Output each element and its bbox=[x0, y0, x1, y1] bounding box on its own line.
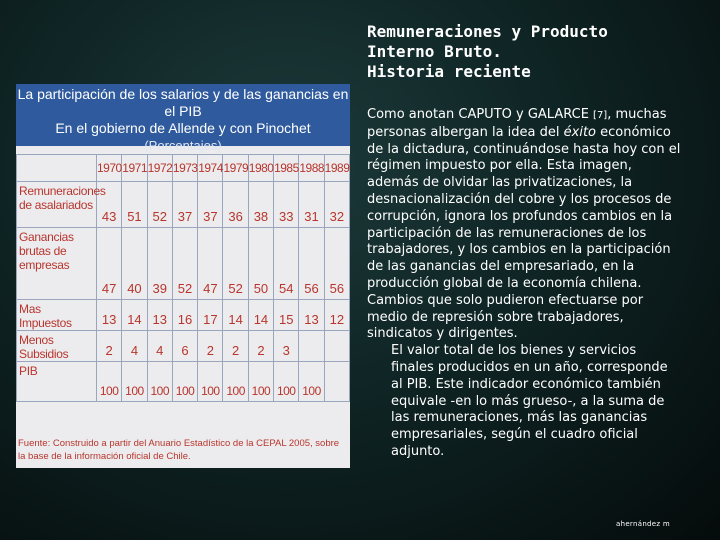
year-header: 1974 bbox=[198, 155, 223, 182]
table-cell: 2 bbox=[198, 331, 223, 362]
participation-table bbox=[16, 154, 350, 402]
table-title-line3: (Porcentajes) bbox=[144, 138, 222, 153]
table-cell: 2 bbox=[223, 331, 248, 362]
table-cell: 38 bbox=[248, 182, 273, 228]
author-signature: ahernández m bbox=[616, 520, 671, 528]
table-cell: 100 bbox=[172, 362, 197, 402]
table-cell: 100 bbox=[223, 362, 248, 402]
table-cell: 32 bbox=[324, 182, 349, 228]
table-cell: 52 bbox=[223, 228, 248, 300]
table-cell: 50 bbox=[248, 228, 273, 300]
paragraph-1-part-a: Como anotan CAPUTO y GALARCE bbox=[367, 107, 594, 122]
table-cell: 100 bbox=[198, 362, 223, 402]
table-row bbox=[17, 182, 350, 228]
table-cell: 4 bbox=[147, 331, 172, 362]
table-cell: 56 bbox=[324, 228, 349, 300]
table-cell: 54 bbox=[274, 228, 299, 300]
row-label: PIB bbox=[17, 362, 97, 402]
table-cell: 2 bbox=[248, 331, 273, 362]
table-cell: 100 bbox=[122, 362, 147, 402]
row-label: Ganancias brutas de empresas bbox=[17, 228, 97, 300]
table-cell: 100 bbox=[274, 362, 299, 402]
paragraph-2: El valor total de los bienes y servicios finales producidos en un año, corresponde al PIB. Este indicador económico también equivale -en lo más grueso-, a la suma de las remuneraciones, más las ganancias empresariales, según el cuadro oficial adjunto. bbox=[391, 343, 668, 459]
table-cell: 100 bbox=[248, 362, 273, 402]
slide-heading: Remuneraciones y Producto Interno Bruto. Historia reciente bbox=[367, 22, 608, 81]
table-cell: 100 bbox=[147, 362, 172, 402]
table-cell: 4 bbox=[122, 331, 147, 362]
table-cell: 52 bbox=[172, 228, 197, 300]
data-table-image bbox=[16, 84, 350, 468]
table-cell: 36 bbox=[223, 182, 248, 228]
table-cell: 16 bbox=[172, 300, 197, 331]
table-cell: 13 bbox=[299, 300, 324, 331]
table-cell: 33 bbox=[274, 182, 299, 228]
table-cell: 37 bbox=[198, 182, 223, 228]
table-cell: 6 bbox=[172, 331, 197, 362]
table-cell: 13 bbox=[97, 300, 122, 331]
table-row bbox=[17, 331, 350, 362]
table-title-line2: En el gobierno de Allende y con Pinochet bbox=[55, 120, 311, 136]
table-title-line1: La participación de los salarios y de las ganancias en el PIB bbox=[17, 86, 349, 119]
table-cell: 17 bbox=[198, 300, 223, 331]
table-cell: 15 bbox=[274, 300, 299, 331]
table-cell: 14 bbox=[223, 300, 248, 331]
paragraph-1-part-b: , muchas personas albergan la idea del bbox=[367, 107, 667, 140]
header-label-cell bbox=[17, 155, 97, 182]
table-cell: 100 bbox=[299, 362, 324, 402]
year-header: 1980 bbox=[248, 155, 273, 182]
table-cell bbox=[324, 362, 349, 402]
table-cell: 31 bbox=[299, 182, 324, 228]
table-cell: 100 bbox=[97, 362, 122, 402]
table-cell bbox=[324, 331, 349, 362]
paragraph-1-part-c: económico de la dictadura, continuándose hasta hoy con el régimen impuesto por ella. Esta imagen, además de olvidar las privatizaciones, la desnacionalización del cobre y los procesos de corrupción, ignora los profundos cambios en la participación de las remuneraciones de los trabajadores, y los cambios en la participación de las ganancias del empresariado, en la producción global de la economía chilena. Cambios que solo pudieron efectuarse por medio de represión sobre trabajadores, sindicatos y dirigentes. bbox=[367, 124, 681, 342]
slide-body-text bbox=[367, 107, 682, 461]
table-cell: 13 bbox=[147, 300, 172, 331]
table-cell: 2 bbox=[97, 331, 122, 362]
citation-reference: [7] bbox=[593, 110, 608, 121]
paragraph-1-emphasis: éxito bbox=[563, 124, 596, 140]
row-label: Mas Impuestos bbox=[17, 300, 97, 331]
table-cell: 51 bbox=[122, 182, 147, 228]
row-label: Remuneraciones de asalariados bbox=[17, 182, 97, 228]
table-cell: 47 bbox=[97, 228, 122, 300]
table-title bbox=[16, 84, 350, 153]
table-cell: 14 bbox=[248, 300, 273, 331]
year-header: 1988 bbox=[299, 155, 324, 182]
table-cell: 47 bbox=[198, 228, 223, 300]
table-cell: 43 bbox=[97, 182, 122, 228]
table-cell: 14 bbox=[122, 300, 147, 331]
table-row bbox=[17, 228, 350, 300]
year-header: 1989 bbox=[324, 155, 349, 182]
table-cell: 12 bbox=[324, 300, 349, 331]
table-cell: 52 bbox=[147, 182, 172, 228]
table-cell: 56 bbox=[299, 228, 324, 300]
year-header: 1971 bbox=[122, 155, 147, 182]
table-cell: 39 bbox=[147, 228, 172, 300]
year-header: 1972 bbox=[147, 155, 172, 182]
table-cell bbox=[299, 331, 324, 362]
row-label: Menos Subsidios bbox=[17, 331, 97, 362]
year-header: 1973 bbox=[172, 155, 197, 182]
table-cell: 37 bbox=[172, 182, 197, 228]
table-cell: 3 bbox=[274, 331, 299, 362]
year-header: 1970 bbox=[97, 155, 122, 182]
table-row bbox=[17, 300, 350, 331]
table-row bbox=[17, 362, 350, 402]
table-cell: 40 bbox=[122, 228, 147, 300]
year-header-row bbox=[17, 155, 350, 182]
table-source-note: Fuente: Construido a partir del Anuario Estadístico de la CEPAL 2005, sobre la base de la información oficial de Chile. bbox=[18, 438, 340, 462]
year-header: 1979 bbox=[223, 155, 248, 182]
paragraph-1 bbox=[367, 107, 682, 343]
year-header: 1985 bbox=[274, 155, 299, 182]
